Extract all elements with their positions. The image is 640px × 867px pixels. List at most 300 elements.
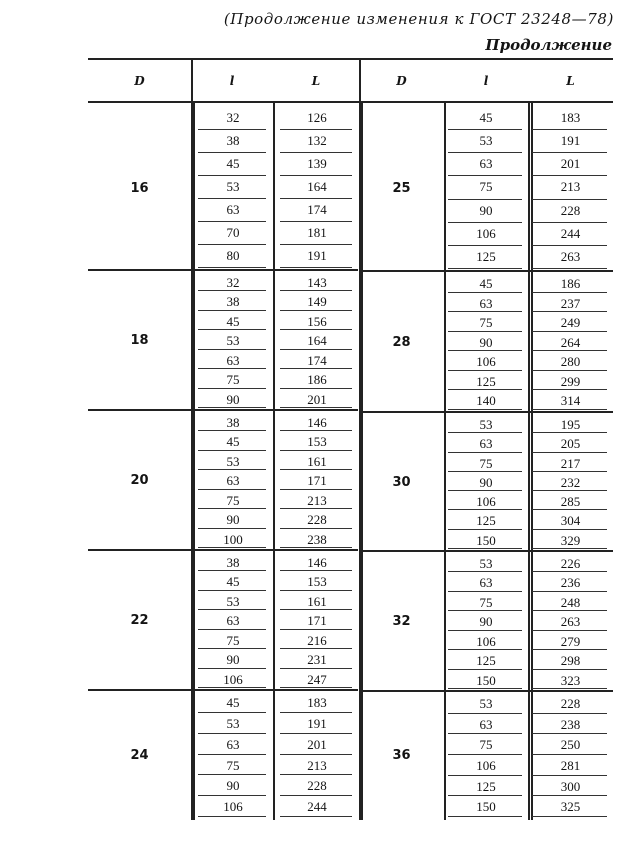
- row-rule: [532, 754, 607, 755]
- row-rule: [448, 688, 522, 689]
- length-L-value: 263: [560, 614, 581, 630]
- diameter-value: 18: [130, 333, 149, 348]
- length-l-value: 53: [226, 715, 240, 731]
- length-l-value: 106: [476, 633, 496, 649]
- length-L-value: 300: [560, 778, 581, 794]
- row-rule: [448, 548, 522, 549]
- row-rule: [532, 245, 607, 246]
- length-L-value: 226: [560, 556, 581, 571]
- row-rule: [448, 713, 522, 714]
- length-l-value: 38: [226, 555, 240, 570]
- row-rule: [280, 489, 352, 490]
- row-rule: [448, 199, 522, 200]
- row-rule: [280, 774, 352, 775]
- row-rule: [198, 570, 266, 571]
- length-L-value: 314: [560, 393, 581, 409]
- col-head-D-right: D: [396, 74, 407, 88]
- length-l-value: 125: [476, 653, 496, 669]
- row-rule: [198, 175, 266, 176]
- row-rule: [448, 152, 522, 153]
- length-l-value: 45: [226, 313, 240, 329]
- row-rule: [448, 529, 522, 530]
- length-l-value: 90: [226, 391, 240, 407]
- row-rule: [532, 452, 607, 453]
- continuation-note: (Продолжение изменения к ГОСТ 23248—78): [223, 10, 614, 28]
- length-l-value: 53: [226, 453, 240, 469]
- diameter-value: 20: [130, 473, 149, 488]
- length-L-value: 171: [307, 613, 327, 629]
- length-l-value: 106: [223, 671, 243, 687]
- length-l-value: 53: [479, 696, 493, 711]
- row-rule: [532, 669, 607, 670]
- length-l-value: 150: [476, 799, 496, 815]
- row-rule: [532, 350, 607, 351]
- row-rule: [280, 310, 352, 311]
- length-l-value: 63: [226, 613, 240, 629]
- row-rule: [198, 489, 266, 490]
- row-rule: [280, 129, 352, 130]
- row-rule: [532, 389, 607, 390]
- length-l-value: 75: [226, 757, 240, 773]
- group-divider: [359, 411, 613, 413]
- length-l-value: 32: [226, 275, 240, 290]
- length-L-value: 299: [560, 373, 581, 389]
- row-rule: [280, 648, 352, 649]
- row-rule: [280, 795, 352, 796]
- row-rule: [532, 199, 607, 200]
- row-rule: [198, 590, 266, 591]
- length-l-value: 90: [479, 202, 493, 218]
- length-L-value: 195: [560, 417, 581, 432]
- row-rule: [532, 733, 607, 734]
- length-l-value: 80: [226, 248, 240, 263]
- diameter-value: 25: [392, 181, 411, 196]
- row-rule: [448, 222, 522, 223]
- length-L-value: 146: [307, 555, 327, 570]
- row-rule: [448, 571, 522, 572]
- row-rule: [198, 450, 266, 451]
- row-rule: [198, 469, 266, 470]
- length-l-value: 90: [479, 474, 493, 490]
- length-l-value: 53: [226, 593, 240, 609]
- length-l-value: 45: [479, 276, 493, 291]
- length-l-value: 53: [226, 179, 240, 194]
- length-l-value: 90: [479, 334, 493, 350]
- length-l-value: 63: [226, 352, 240, 368]
- row-rule: [532, 175, 607, 176]
- row-rule: [280, 175, 352, 176]
- row-rule: [198, 407, 266, 408]
- row-rule: [280, 152, 352, 153]
- length-l-value: 125: [476, 778, 496, 794]
- row-rule: [198, 687, 266, 688]
- row-rule: [198, 774, 266, 775]
- length-l-value: 63: [226, 736, 240, 752]
- length-L-value: 156: [307, 313, 327, 329]
- column-divider: [361, 102, 363, 820]
- length-L-value: 213: [307, 492, 327, 508]
- row-rule: [280, 668, 352, 669]
- row-rule: [198, 310, 266, 311]
- length-l-value: 75: [226, 372, 240, 388]
- length-l-value: 38: [226, 133, 240, 148]
- row-rule: [532, 713, 607, 714]
- length-L-value: 247: [307, 671, 327, 687]
- length-L-value: 186: [307, 372, 327, 388]
- length-l-value: 90: [479, 614, 493, 630]
- row-rule: [448, 795, 522, 796]
- row-rule: [280, 388, 352, 389]
- length-L-value: 232: [560, 474, 581, 490]
- row-rule: [532, 649, 607, 650]
- dimensions-table: [88, 58, 613, 820]
- row-rule: [448, 630, 522, 631]
- row-rule: [448, 816, 522, 817]
- row-rule: [448, 292, 522, 293]
- length-L-value: 236: [560, 575, 581, 591]
- length-L-value: 249: [560, 315, 581, 331]
- length-L-value: 161: [307, 593, 327, 609]
- row-rule: [448, 331, 522, 332]
- row-rule: [198, 754, 266, 755]
- row-rule: [448, 129, 522, 130]
- row-rule: [448, 452, 522, 453]
- length-L-value: 153: [307, 434, 327, 450]
- length-l-value: 63: [479, 295, 493, 311]
- row-rule: [198, 816, 266, 817]
- row-rule: [532, 571, 607, 572]
- length-l-value: 90: [226, 512, 240, 528]
- length-l-value: 63: [479, 156, 493, 172]
- length-l-value: 53: [479, 417, 493, 432]
- length-L-value: 201: [307, 391, 327, 407]
- length-L-value: 146: [307, 415, 327, 430]
- length-L-value: 281: [560, 758, 581, 773]
- length-L-value: 304: [560, 513, 581, 529]
- length-l-value: 106: [476, 758, 496, 773]
- row-rule: [532, 816, 607, 817]
- length-L-value: 248: [560, 594, 581, 610]
- row-rule: [198, 221, 266, 222]
- row-rule: [198, 152, 266, 153]
- length-L-value: 186: [560, 276, 581, 291]
- length-l-value: 45: [479, 110, 493, 125]
- row-rule: [280, 816, 352, 817]
- row-rule: [532, 795, 607, 796]
- row-rule: [280, 469, 352, 470]
- diameter-value: 22: [130, 613, 149, 628]
- length-l-value: 63: [226, 473, 240, 489]
- length-L-value: 143: [307, 275, 327, 290]
- row-rule: [198, 267, 266, 268]
- row-rule: [280, 430, 352, 431]
- row-rule: [448, 490, 522, 491]
- row-rule: [198, 430, 266, 431]
- row-rule: [532, 630, 607, 631]
- length-l-value: 140: [476, 393, 496, 409]
- diameter-value: 24: [130, 747, 149, 763]
- length-l-value: 106: [223, 799, 243, 815]
- row-rule: [198, 648, 266, 649]
- length-L-value: 216: [307, 632, 327, 648]
- length-l-value: 125: [476, 248, 496, 264]
- column-divider: [273, 102, 275, 820]
- row-rule: [532, 490, 607, 491]
- length-l-value: 53: [226, 333, 240, 349]
- length-l-value: 106: [476, 225, 496, 241]
- row-rule: [448, 733, 522, 734]
- row-rule: [280, 528, 352, 529]
- length-L-value: 285: [560, 494, 581, 510]
- length-L-value: 238: [560, 716, 581, 732]
- length-L-value: 174: [307, 202, 327, 217]
- row-rule: [448, 268, 522, 269]
- length-L-value: 205: [560, 436, 581, 452]
- row-rule: [198, 129, 266, 130]
- row-rule: [280, 590, 352, 591]
- length-l-value: 75: [226, 492, 240, 508]
- length-L-value: 126: [307, 110, 327, 125]
- length-L-value: 250: [560, 737, 581, 753]
- length-L-value: 191: [307, 715, 327, 731]
- col-head-l-left: l: [229, 74, 235, 88]
- row-rule: [198, 609, 266, 610]
- row-rule: [448, 649, 522, 650]
- row-rule: [280, 198, 352, 199]
- length-L-value: 263: [560, 248, 581, 264]
- length-l-value: 45: [226, 574, 240, 590]
- row-rule: [198, 388, 266, 389]
- length-L-value: 183: [560, 110, 581, 125]
- length-L-value: 228: [307, 778, 327, 794]
- length-L-value: 213: [307, 757, 327, 773]
- row-rule: [532, 591, 607, 592]
- row-rule: [198, 368, 266, 369]
- row-rule: [532, 529, 607, 530]
- diameter-value: 28: [392, 334, 411, 350]
- row-rule: [532, 509, 607, 510]
- length-l-value: 70: [226, 225, 240, 240]
- row-rule: [280, 290, 352, 291]
- length-l-value: 75: [479, 737, 493, 753]
- row-rule: [448, 409, 522, 410]
- length-l-value: 63: [479, 716, 493, 732]
- col-head-l-right: l: [483, 74, 489, 88]
- length-l-value: 45: [226, 156, 240, 171]
- row-rule: [448, 610, 522, 611]
- group-divider: [88, 689, 358, 691]
- length-L-value: 164: [307, 333, 327, 349]
- row-rule: [198, 668, 266, 669]
- row-rule: [280, 508, 352, 509]
- row-rule: [280, 407, 352, 408]
- length-L-value: 201: [307, 736, 327, 752]
- row-rule: [448, 370, 522, 371]
- length-l-value: 38: [226, 415, 240, 430]
- length-l-value: 150: [476, 532, 496, 548]
- length-l-value: 125: [476, 373, 496, 389]
- row-rule: [198, 733, 266, 734]
- row-rule: [532, 311, 607, 312]
- row-rule: [280, 450, 352, 451]
- length-l-value: 106: [476, 354, 496, 370]
- length-l-value: 75: [479, 179, 493, 195]
- col-head-L-right: L: [566, 74, 575, 88]
- row-rule: [280, 368, 352, 369]
- row-rule: [198, 198, 266, 199]
- row-rule: [280, 547, 352, 548]
- length-L-value: 153: [307, 574, 327, 590]
- group-divider: [88, 549, 358, 551]
- length-l-value: 53: [479, 556, 493, 571]
- length-L-value: 231: [307, 652, 327, 668]
- length-l-value: 106: [476, 494, 496, 510]
- row-rule: [448, 175, 522, 176]
- length-L-value: 217: [560, 455, 581, 471]
- length-L-value: 132: [307, 133, 327, 148]
- row-rule: [532, 409, 607, 410]
- row-rule: [280, 733, 352, 734]
- length-l-value: 63: [479, 575, 493, 591]
- row-rule: [448, 245, 522, 246]
- length-l-value: 75: [479, 315, 493, 331]
- length-L-value: 298: [560, 653, 581, 669]
- row-rule: [198, 349, 266, 350]
- group-divider: [359, 270, 613, 272]
- length-L-value: 139: [307, 156, 327, 171]
- group-divider: [88, 269, 358, 271]
- row-rule: [280, 570, 352, 571]
- row-rule: [448, 754, 522, 755]
- length-L-value: 213: [560, 179, 581, 195]
- continuation-label: Продолжение: [485, 36, 612, 54]
- row-rule: [532, 548, 607, 549]
- length-l-value: 125: [476, 513, 496, 529]
- row-rule: [532, 129, 607, 130]
- row-rule: [448, 311, 522, 312]
- row-rule: [448, 509, 522, 510]
- row-rule: [448, 389, 522, 390]
- row-rule: [448, 432, 522, 433]
- length-L-value: 237: [560, 295, 581, 311]
- length-l-value: 63: [479, 436, 493, 452]
- row-rule: [280, 244, 352, 245]
- diameter-value: 16: [130, 180, 149, 196]
- length-L-value: 264: [560, 334, 581, 350]
- length-L-value: 191: [307, 248, 327, 263]
- row-rule: [280, 712, 352, 713]
- length-l-value: 75: [479, 455, 493, 471]
- length-l-value: 63: [226, 202, 240, 217]
- row-rule: [198, 629, 266, 630]
- row-rule: [532, 688, 607, 689]
- row-rule: [280, 687, 352, 688]
- row-rule: [198, 244, 266, 245]
- row-rule: [280, 221, 352, 222]
- length-L-value: 325: [560, 799, 581, 815]
- length-l-value: 45: [226, 434, 240, 450]
- col-head-L-left: L: [311, 74, 321, 88]
- row-rule: [448, 775, 522, 776]
- length-L-value: 201: [560, 156, 581, 172]
- row-rule: [532, 432, 607, 433]
- row-rule: [532, 775, 607, 776]
- length-L-value: 244: [560, 225, 581, 241]
- row-rule: [532, 152, 607, 153]
- length-L-value: 183: [307, 695, 327, 710]
- row-rule: [532, 471, 607, 472]
- length-L-value: 228: [560, 696, 581, 711]
- row-rule: [280, 754, 352, 755]
- length-L-value: 174: [307, 352, 327, 368]
- length-l-value: 100: [223, 531, 243, 547]
- table-top-rule: [88, 58, 613, 60]
- length-L-value: 171: [307, 473, 327, 489]
- length-L-value: 280: [560, 354, 581, 370]
- diameter-value: 32: [392, 614, 411, 629]
- length-l-value: 53: [479, 133, 493, 149]
- row-rule: [532, 292, 607, 293]
- length-l-value: 32: [226, 110, 240, 125]
- row-rule: [198, 290, 266, 291]
- length-l-value: 75: [479, 594, 493, 610]
- length-L-value: 228: [307, 512, 327, 528]
- row-rule: [198, 795, 266, 796]
- length-l-value: 90: [226, 778, 240, 794]
- row-rule: [532, 268, 607, 269]
- length-L-value: 323: [560, 672, 581, 688]
- row-rule: [532, 222, 607, 223]
- row-rule: [198, 329, 266, 330]
- header-bottom-rule: [88, 101, 613, 103]
- length-L-value: 191: [560, 133, 581, 149]
- group-divider: [359, 690, 613, 692]
- row-rule: [532, 370, 607, 371]
- length-l-value: 38: [226, 294, 240, 310]
- row-rule: [280, 329, 352, 330]
- row-rule: [198, 528, 266, 529]
- row-rule: [280, 609, 352, 610]
- length-L-value: 244: [307, 799, 327, 815]
- row-rule: [448, 350, 522, 351]
- diameter-value: 36: [392, 748, 411, 763]
- length-l-value: 150: [476, 672, 496, 688]
- row-rule: [280, 629, 352, 630]
- col-head-D-left: D: [134, 74, 145, 88]
- row-rule: [198, 508, 266, 509]
- length-L-value: 279: [560, 633, 581, 649]
- row-rule: [280, 267, 352, 268]
- row-rule: [532, 331, 607, 332]
- length-l-value: 45: [226, 695, 240, 710]
- length-L-value: 161: [307, 453, 327, 469]
- diameter-value: 30: [392, 474, 411, 490]
- row-rule: [198, 547, 266, 548]
- row-rule: [448, 471, 522, 472]
- length-L-value: 238: [307, 531, 327, 547]
- length-L-value: 228: [560, 202, 581, 218]
- row-rule: [198, 712, 266, 713]
- group-divider: [88, 409, 358, 411]
- length-L-value: 164: [307, 179, 327, 194]
- row-rule: [532, 610, 607, 611]
- row-rule: [280, 349, 352, 350]
- row-rule: [448, 591, 522, 592]
- group-divider: [359, 550, 613, 552]
- length-l-value: 75: [226, 632, 240, 648]
- length-l-value: 90: [226, 652, 240, 668]
- length-L-value: 329: [560, 532, 581, 548]
